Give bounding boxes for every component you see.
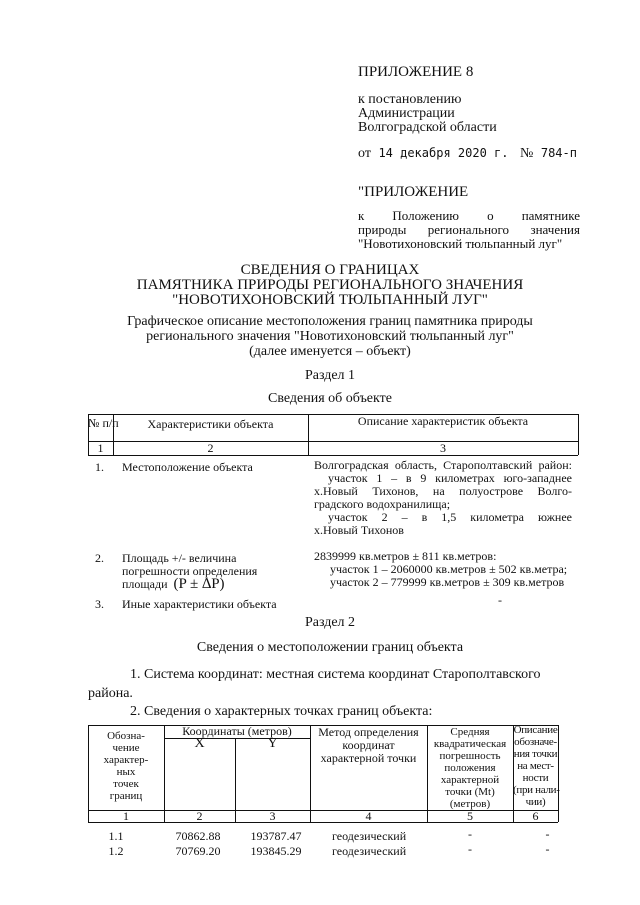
date-prefix: от bbox=[358, 146, 371, 161]
desc-line: Волгоградская область, Старополтавский район: bbox=[314, 458, 572, 472]
row-characteristic: Местоположение объекта bbox=[122, 460, 253, 474]
desc-line: участок 2 – 779999 кв.метров ± 309 кв.метров bbox=[330, 575, 565, 589]
desc-line: участок 1 – в 9 километрах юго-западнее bbox=[328, 471, 572, 485]
row-characteristic: Иные характеристики объекта bbox=[122, 597, 277, 611]
number-sign: № bbox=[519, 146, 534, 161]
table-border bbox=[88, 455, 578, 456]
header-coordinates: Координаты (метров) bbox=[182, 724, 292, 738]
section1-heading: Раздел 1 bbox=[304, 368, 356, 383]
point-method: геодезический bbox=[332, 844, 407, 858]
area-formula: (P ± ∆P) bbox=[173, 576, 225, 592]
regulation-line: к Положению о памятнике bbox=[358, 208, 580, 223]
regulation-line: "Новотихоновский тюльпанный луг" bbox=[358, 236, 563, 251]
section2-heading: Раздел 2 bbox=[304, 615, 356, 630]
table-border bbox=[558, 725, 559, 822]
header-accuracy: Средняя квадратическая погрешность положения характерной точки (Mt) (метров) bbox=[433, 726, 507, 810]
document-subtitle bbox=[70, 314, 590, 359]
row-characteristic bbox=[122, 552, 257, 591]
desc-line: 2839999 кв.метров ± 811 кв.метров: bbox=[314, 549, 497, 563]
row-description: - bbox=[498, 593, 502, 607]
desc-line: градского водохранилища; bbox=[314, 497, 451, 511]
row-number: 3. bbox=[95, 597, 104, 611]
document-title bbox=[70, 263, 590, 308]
desc-line: участок 1 – 2060000 кв.метров ± 502 кв.метра; bbox=[330, 562, 568, 576]
column-number: 3 bbox=[269, 809, 276, 823]
title-line: СВЕДЕНИЯ О ГРАНИЦАХ bbox=[240, 262, 420, 278]
regulation-reference bbox=[358, 209, 580, 251]
characteristic-line: площади (P ± ∆P) bbox=[122, 576, 225, 592]
inner-appendix-label: "ПРИЛОЖЕНИЕ bbox=[358, 184, 469, 200]
table-header-description: Описание характеристик объекта bbox=[357, 414, 529, 428]
column-number: 1 bbox=[123, 809, 129, 823]
point-id: 1.1 bbox=[108, 829, 124, 843]
row-number: 1. bbox=[95, 460, 104, 474]
subtitle-line: Графическое описание местоположения границ памятника природы bbox=[127, 314, 533, 329]
appendix-label: ПРИЛОЖЕНИЕ 8 bbox=[358, 64, 474, 80]
point-y: 193845.29 bbox=[250, 844, 302, 858]
column-number: 1 bbox=[97, 441, 104, 455]
row-description bbox=[314, 459, 572, 537]
header-y: Y bbox=[267, 736, 278, 751]
row-description bbox=[314, 550, 567, 589]
section2-subheading: Сведения о местоположении границ объекта bbox=[196, 640, 464, 655]
decree-reference bbox=[358, 93, 497, 135]
point-y: 193787.47 bbox=[250, 829, 302, 843]
point-description: - bbox=[545, 827, 550, 841]
point-x: 70862.88 bbox=[175, 829, 221, 843]
desc-line: участок 2 – в 1,5 километра южнее bbox=[328, 510, 572, 524]
column-number: 4 bbox=[365, 809, 372, 823]
number-handwritten: 784-п bbox=[540, 146, 577, 160]
point-description: - bbox=[545, 842, 550, 856]
column-number: 3 bbox=[440, 441, 446, 455]
header-point-description: Описание обозначе- ния точки на мест- ности (при нали- чии) bbox=[513, 724, 560, 808]
decree-line: Администрации bbox=[358, 106, 455, 121]
point-id: 1.2 bbox=[108, 844, 124, 858]
point-accuracy: - bbox=[468, 842, 472, 856]
characteristic-line: погрешности определения bbox=[122, 564, 258, 578]
column-number: 2 bbox=[207, 441, 214, 455]
coordinate-system-paragraph-cont: района. bbox=[88, 686, 133, 701]
subtitle-line: регионального значения "Новотихоновский тюльпанный луг" bbox=[146, 329, 514, 344]
column-number: 6 bbox=[532, 809, 539, 823]
table-border bbox=[578, 414, 579, 455]
date-handwritten: 14 декабря 2020 г. bbox=[378, 146, 509, 160]
header-x: X bbox=[194, 736, 205, 751]
characteristic-line: Площадь +/- величина bbox=[122, 551, 237, 565]
point-x: 70769.20 bbox=[175, 844, 221, 858]
column-number: 2 bbox=[196, 809, 203, 823]
subtitle-line: (далее именуется – объект) bbox=[249, 344, 411, 359]
points-intro-paragraph: 2. Сведения о характерных точках границ объекта: bbox=[130, 704, 433, 719]
point-method: геодезический bbox=[332, 829, 407, 843]
desc-line: х.Новый Тихонов, на полуострове Волго- bbox=[314, 484, 572, 498]
row-number: 2. bbox=[95, 551, 104, 565]
decree-date-line bbox=[358, 146, 577, 162]
title-line: ПАМЯТНИКА ПРИРОДЫ РЕГИОНАЛЬНОГО ЗНАЧЕНИЯ bbox=[136, 277, 524, 293]
point-accuracy: - bbox=[468, 827, 472, 841]
header-method: Метод определения координат характерной точки bbox=[318, 725, 419, 765]
title-line: "НОВОТИХОНОВСКИЙ ТЮЛЬПАННЫЙ ЛУГ" bbox=[172, 292, 488, 308]
table-header-characteristic: Характеристики объекта bbox=[147, 417, 274, 431]
coordinate-system-paragraph: 1. Система координат: местная система координат Старополтавского bbox=[130, 667, 541, 682]
decree-line: к постановлению bbox=[358, 92, 462, 107]
regulation-line: природы регионального значения bbox=[358, 222, 580, 237]
decree-line: Волгоградской области bbox=[358, 120, 497, 135]
header-point-designation: Обозна- чение характер- ных точек границ bbox=[103, 730, 149, 802]
desc-line: х.Новый Тихонов bbox=[314, 523, 404, 537]
column-number: 5 bbox=[467, 809, 473, 823]
table-header-number: № п/п bbox=[88, 416, 119, 430]
section1-subheading: Сведения об объекте bbox=[268, 391, 392, 406]
